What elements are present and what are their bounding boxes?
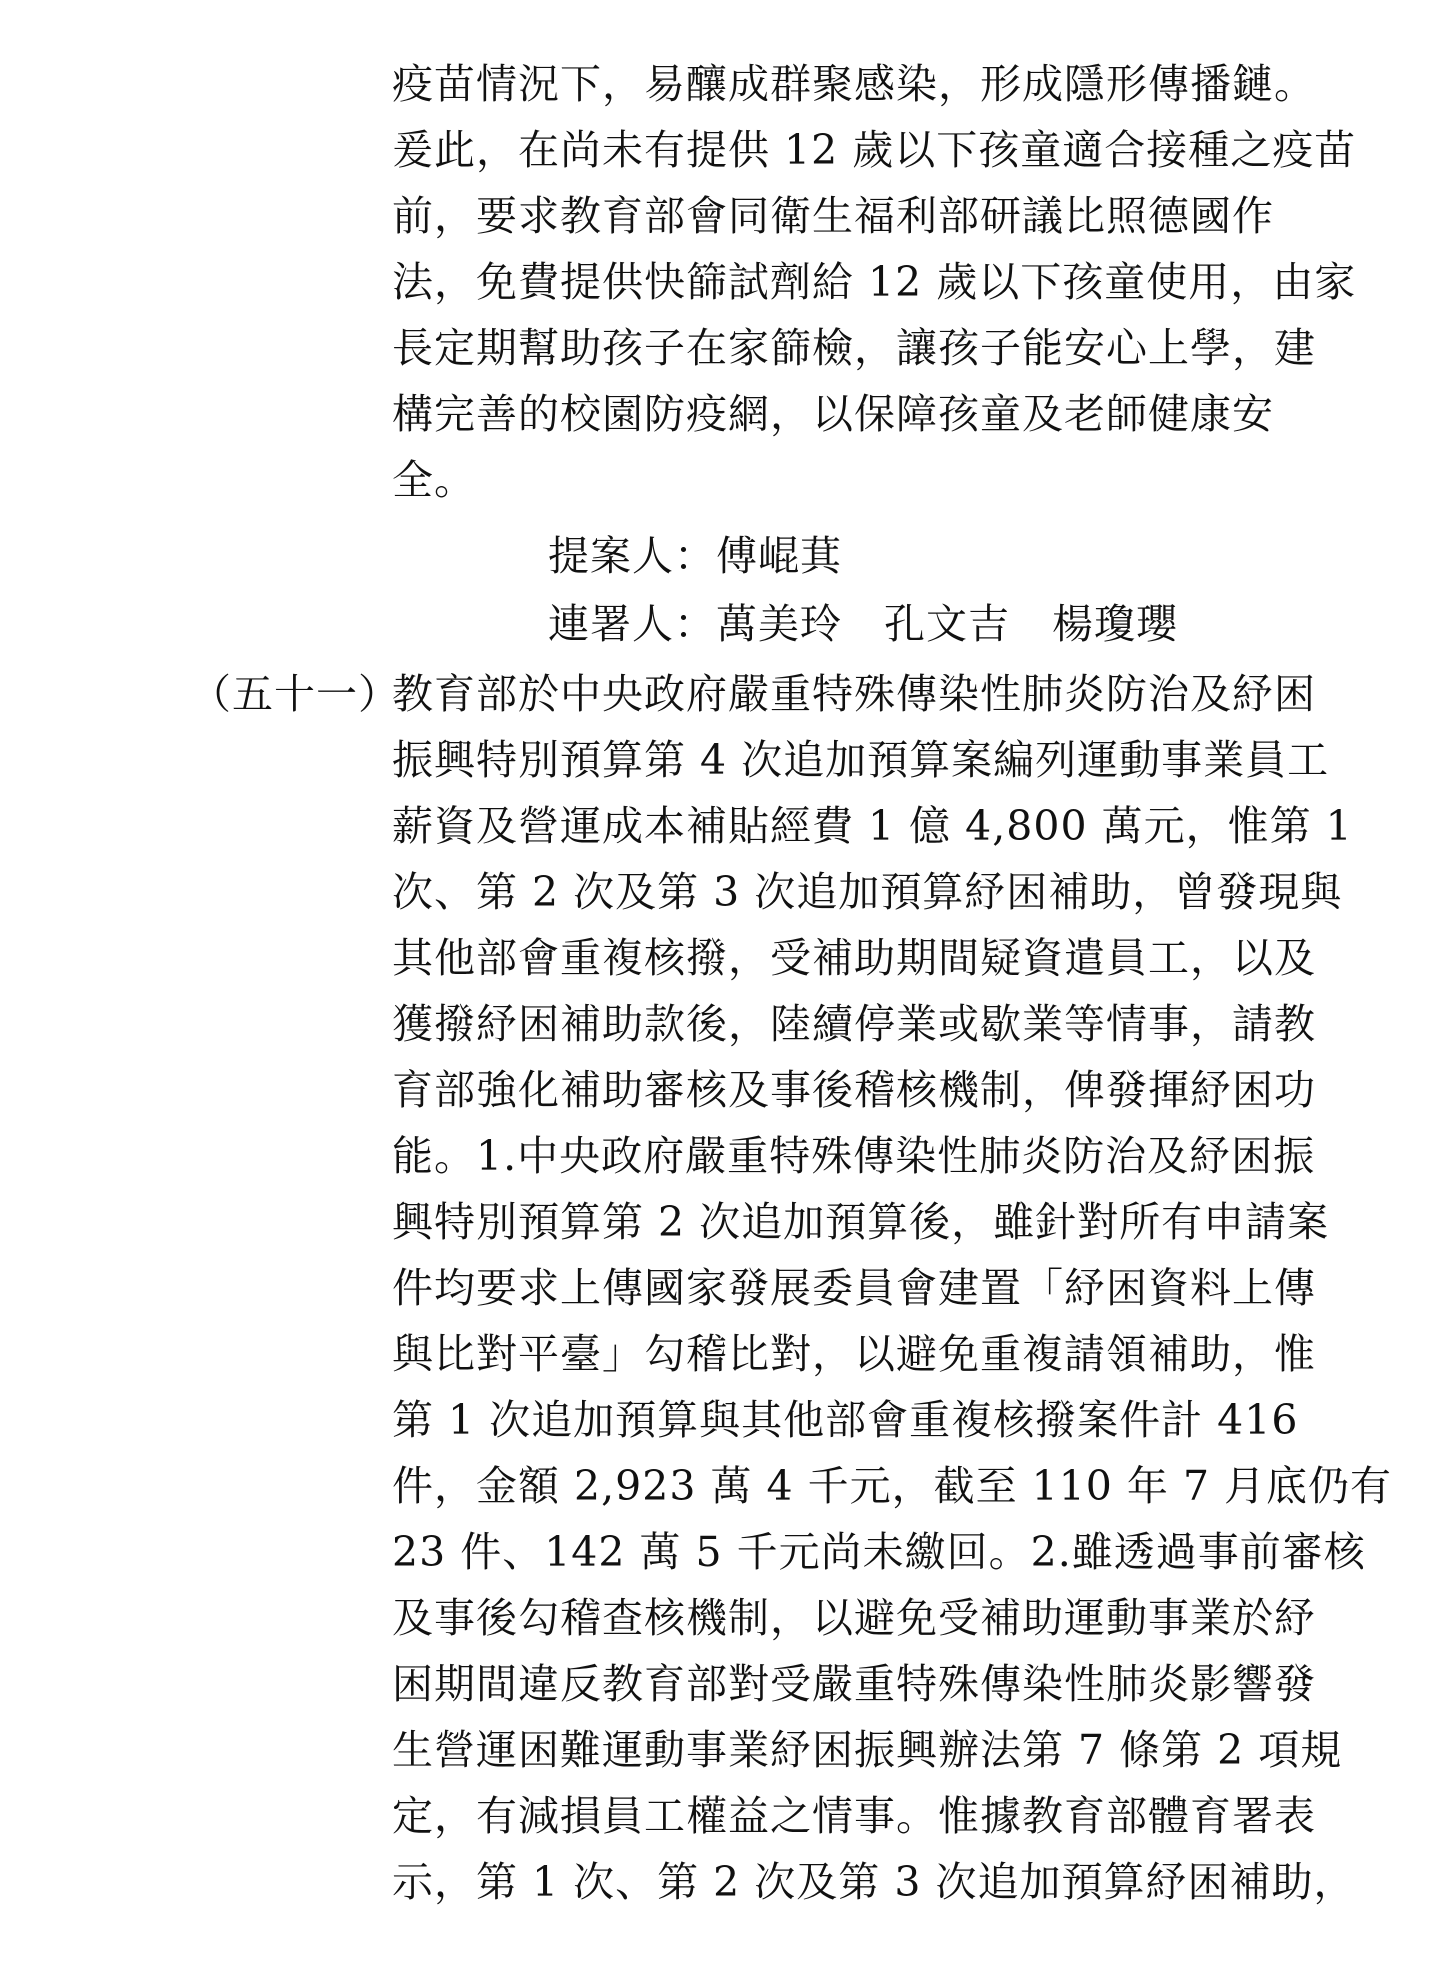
item-number-label: （五十一） [190,670,400,718]
item-line: 困期間違反教育部對受嚴重特殊傳染性肺炎影響發 [392,1660,1316,1708]
item-line: 獲撥紓困補助款後，陸續停業或歇業等情事，請教 [392,1000,1316,1048]
item-line: 振興特別預算第 4 次追加預算案編列運動事業員工 [392,736,1330,784]
paragraph-line: 前，要求教育部會同衛生福利部研議比照德國作 [392,192,1274,240]
item-line: 生營運困難運動事業紓困振興辦法第 7 條第 2 項規 [392,1726,1343,1774]
item-line: 興特別預算第 2 次追加預算後，雖針對所有申請案 [392,1198,1330,1246]
proposer-line: 提案人：傅崐萁 [548,532,842,580]
item-line: 其他部會重複核撥，受補助期間疑資遣員工，以及 [392,934,1316,982]
paragraph-line: 構完善的校園防疫網，以保障孩童及老師健康安 [392,390,1274,438]
paragraph-line: 長定期幫助孩子在家篩檢，讓孩子能安心上學，建 [392,324,1316,372]
item-line: 及事後勾稽查核機制，以避免受補助運動事業於紓 [392,1594,1316,1642]
item-line: 與比對平臺」勾稽比對，以避免重複請領補助，惟 [392,1330,1316,1378]
cosigners-line: 連署人：萬美玲 孔文吉 楊瓊瓔 [548,600,1178,648]
item-line: 薪資及營運成本補貼經費 1 億 4,800 萬元，惟第 1 [392,802,1353,850]
item-line: 件均要求上傳國家發展委員會建置「紓困資料上傳 [392,1264,1316,1312]
item-line: 教育部於中央政府嚴重特殊傳染性肺炎防治及紓困 [392,670,1316,718]
item-line: 次、第 2 次及第 3 次追加預算紓困補助，曾發現與 [392,868,1343,916]
item-line: 能。1.中央政府嚴重特殊傳染性肺炎防治及紓困振 [392,1132,1316,1180]
item-line: 件，金額 2,923 萬 4 千元，截至 110 年 7 月底仍有 [392,1462,1393,1510]
item-line: 定，有減損員工權益之情事。惟據教育部體育署表 [392,1792,1316,1840]
item-line: 育部強化補助審核及事後稽核機制，俾發揮紓困功 [392,1066,1316,1114]
paragraph-line: 法，免費提供快篩試劑給 12 歲以下孩童使用，由家 [392,258,1357,306]
paragraph-line: 爰此，在尚未有提供 12 歲以下孩童適合接種之疫苗 [392,126,1357,174]
item-line: 23 件、142 萬 5 千元尚未繳回。2.雖透過事前審核 [392,1528,1366,1576]
paragraph-line: 全。 [392,456,476,504]
item-line: 第 1 次追加預算與其他部會重複核撥案件計 416 [392,1396,1299,1444]
paragraph-line: 疫苗情況下，易釀成群聚感染，形成隱形傳播鏈。 [392,60,1316,108]
item-line: 示，第 1 次、第 2 次及第 3 次追加預算紓困補助， [392,1858,1356,1906]
